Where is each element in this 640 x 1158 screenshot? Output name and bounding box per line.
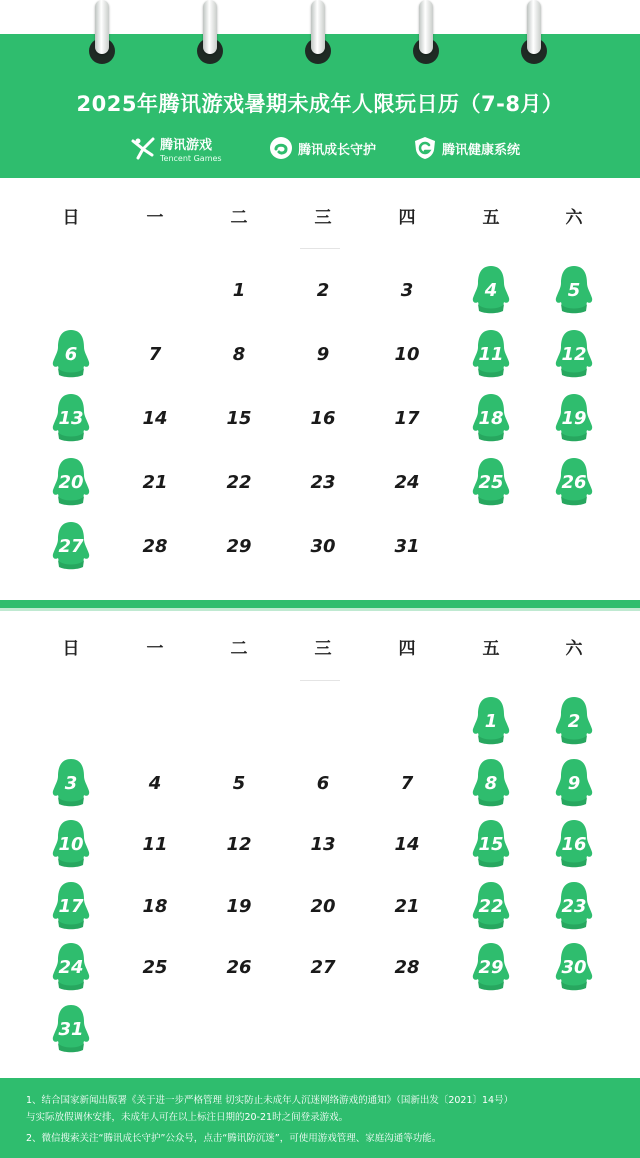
day-cell	[209, 522, 269, 572]
ring-wire	[203, 0, 217, 54]
day-cell	[377, 458, 437, 508]
day-number: 19	[226, 895, 252, 917]
day-number: 4	[484, 280, 498, 301]
weekday-label: 六	[565, 208, 583, 228]
day-number: 12	[226, 834, 252, 855]
day-cell	[209, 394, 269, 444]
day-cell	[293, 458, 353, 508]
day-number: 21	[394, 895, 420, 917]
day-number: 6	[64, 344, 78, 365]
day-number: 10	[58, 834, 84, 855]
day-number: 30	[561, 957, 587, 978]
month-separator-shadow	[0, 608, 640, 611]
day-number: 22	[478, 895, 504, 917]
day-number: 8	[232, 344, 246, 365]
tencent-games-logo	[130, 130, 222, 166]
day-cell	[377, 882, 437, 932]
day-number: 12	[561, 344, 587, 365]
ring-wire	[527, 0, 541, 54]
play-day-cell	[461, 266, 521, 316]
day-cell	[209, 943, 269, 993]
day-cell	[377, 394, 437, 444]
play-day-cell	[544, 820, 604, 870]
play-day-cell	[461, 759, 521, 809]
play-day-cell	[41, 759, 101, 809]
day-cell	[209, 330, 269, 380]
play-day-cell	[544, 330, 604, 380]
play-day-cell	[41, 522, 101, 572]
play-day-cell	[41, 943, 101, 993]
weekday-label: 三	[314, 208, 332, 228]
day-number: 24	[394, 472, 420, 493]
day-cell	[377, 943, 437, 993]
play-day-cell	[544, 882, 604, 932]
day-number: 28	[142, 536, 168, 557]
logo-name: 腾讯游戏	[160, 137, 213, 153]
play-day-cell	[41, 330, 101, 380]
day-number: 24	[58, 957, 84, 978]
day-number: 31	[58, 1018, 84, 1040]
day-cell	[209, 266, 269, 316]
logo-name: 腾讯健康系统	[442, 142, 521, 158]
day-number: 15	[478, 834, 504, 855]
day-number: 7	[148, 344, 162, 365]
day-number: 20	[310, 895, 336, 917]
play-day-cell	[461, 458, 521, 508]
day-number: 13	[310, 834, 336, 855]
note-line: 与实际放假调休安排，未成年人可在以上标注日期的20-21时之间登录游戏。	[26, 1112, 349, 1123]
weekday-label: 五	[482, 639, 500, 659]
binder-ring	[303, 0, 333, 72]
day-number: 23	[310, 472, 336, 493]
weekday-label: 二	[230, 639, 248, 659]
ring-wire	[419, 0, 433, 54]
day-cell	[125, 759, 185, 809]
ring-wire	[95, 0, 109, 54]
day-number: 19	[561, 408, 587, 429]
note-line: 2、微信搜索关注“腾讯成长守护”公众号，点击“腾讯防沉迷”，可使用游戏管理、家庭沟通等功能。	[26, 1133, 442, 1144]
logo-name: 腾讯成长守护	[298, 142, 377, 158]
day-number: 9	[567, 772, 581, 794]
weekday-label: 三	[314, 639, 332, 659]
binder-ring	[195, 0, 225, 72]
day-number: 3	[64, 772, 78, 794]
tencent-games-icon	[130, 135, 156, 161]
day-cell	[293, 820, 353, 870]
day-number: 28	[394, 957, 420, 978]
day-number: 25	[478, 472, 504, 493]
day-cell	[125, 882, 185, 932]
binder-ring	[411, 0, 441, 72]
play-day-cell	[544, 394, 604, 444]
divider	[300, 680, 340, 681]
day-number: 21	[142, 472, 168, 493]
page-title: 2025年腾讯游戏暑期未成年人限玩日历（7-8月）	[76, 92, 564, 116]
day-cell	[377, 759, 437, 809]
play-day-cell	[544, 759, 604, 809]
day-number: 27	[310, 957, 336, 978]
day-cell	[125, 820, 185, 870]
play-day-cell	[41, 882, 101, 932]
day-cell	[293, 759, 353, 809]
play-day-cell	[461, 697, 521, 747]
day-cell	[293, 522, 353, 572]
play-day-cell	[461, 820, 521, 870]
day-cell	[125, 394, 185, 444]
day-number: 29	[226, 536, 252, 557]
day-number: 18	[478, 408, 504, 429]
day-cell	[377, 330, 437, 380]
day-number: 14	[394, 834, 420, 855]
ring-wire	[311, 0, 325, 54]
day-number: 16	[310, 408, 336, 429]
day-number: 1	[484, 711, 498, 732]
day-number: 18	[142, 895, 168, 917]
weekday-label: 一	[146, 639, 164, 659]
play-day-cell	[544, 697, 604, 747]
weekday-label: 六	[565, 639, 583, 659]
binder-ring	[87, 0, 117, 72]
day-cell	[125, 522, 185, 572]
day-number: 7	[400, 772, 414, 794]
weekday-header	[0, 634, 640, 664]
day-cell	[209, 882, 269, 932]
day-number: 2	[316, 280, 330, 301]
day-number: 2	[567, 711, 581, 732]
weekday-label: 五	[482, 208, 500, 228]
play-day-cell	[544, 943, 604, 993]
day-cell	[125, 458, 185, 508]
day-number: 3	[400, 280, 414, 301]
day-cell	[377, 266, 437, 316]
day-number: 11	[142, 834, 168, 855]
health-system-icon	[412, 135, 438, 161]
day-number: 22	[226, 472, 252, 493]
weekday-label: 四	[398, 208, 416, 228]
day-cell	[293, 882, 353, 932]
day-number: 26	[226, 957, 252, 978]
play-day-cell	[41, 458, 101, 508]
day-number: 20	[58, 472, 84, 493]
growth-guard-icon	[268, 135, 294, 161]
day-number: 30	[310, 536, 336, 557]
day-number: 17	[58, 895, 84, 917]
day-cell	[209, 759, 269, 809]
weekday-label: 日	[62, 208, 80, 228]
weekday-label: 日	[62, 639, 80, 659]
weekday-label: 一	[146, 208, 164, 228]
day-number: 27	[58, 536, 84, 557]
binder-ring	[519, 0, 549, 72]
note-line: 1、结合国家新闻出版署《关于进一步严格管理 切实防止未成年人沉迷网络游戏的通知》（国新出发〔2021〕14号）	[26, 1095, 514, 1106]
play-day-cell	[461, 943, 521, 993]
day-number: 25	[142, 957, 168, 978]
day-number: 9	[316, 344, 330, 365]
play-day-cell	[41, 1005, 101, 1055]
footer-notes	[0, 1078, 640, 1158]
day-number: 15	[226, 408, 252, 429]
play-day-cell	[41, 394, 101, 444]
logo-sub: Tencent Games	[160, 153, 222, 163]
day-cell	[293, 394, 353, 444]
day-number: 8	[484, 772, 498, 794]
day-cell	[293, 943, 353, 993]
month-separator	[0, 600, 640, 608]
day-number: 16	[561, 834, 587, 855]
play-day-cell	[41, 820, 101, 870]
day-number: 31	[394, 536, 420, 557]
play-day-cell	[461, 882, 521, 932]
day-number: 6	[316, 772, 330, 794]
weekday-label: 二	[230, 208, 248, 228]
play-day-cell	[544, 458, 604, 508]
play-day-cell	[461, 394, 521, 444]
day-cell	[125, 330, 185, 380]
day-cell	[377, 522, 437, 572]
logo-bar	[0, 130, 640, 166]
weekday-label: 四	[398, 639, 416, 659]
day-cell	[209, 458, 269, 508]
day-number: 4	[148, 772, 162, 794]
play-day-cell	[461, 330, 521, 380]
day-number: 26	[561, 472, 587, 493]
day-number: 1	[232, 280, 246, 301]
day-number: 11	[478, 344, 504, 365]
day-cell	[125, 943, 185, 993]
divider	[300, 248, 340, 249]
day-number: 23	[561, 895, 587, 917]
day-cell	[293, 266, 353, 316]
day-number: 17	[394, 408, 420, 429]
day-number: 13	[58, 408, 84, 429]
day-number: 10	[394, 344, 420, 365]
day-number: 5	[232, 772, 246, 794]
play-day-cell	[544, 266, 604, 316]
day-number: 29	[478, 957, 504, 978]
health-system-logo	[412, 130, 520, 166]
day-cell	[377, 820, 437, 870]
weekday-header	[0, 203, 640, 233]
day-number: 14	[142, 408, 168, 429]
growth-guard-logo	[268, 130, 376, 166]
day-cell	[293, 330, 353, 380]
day-number: 5	[567, 280, 581, 301]
day-cell	[209, 820, 269, 870]
